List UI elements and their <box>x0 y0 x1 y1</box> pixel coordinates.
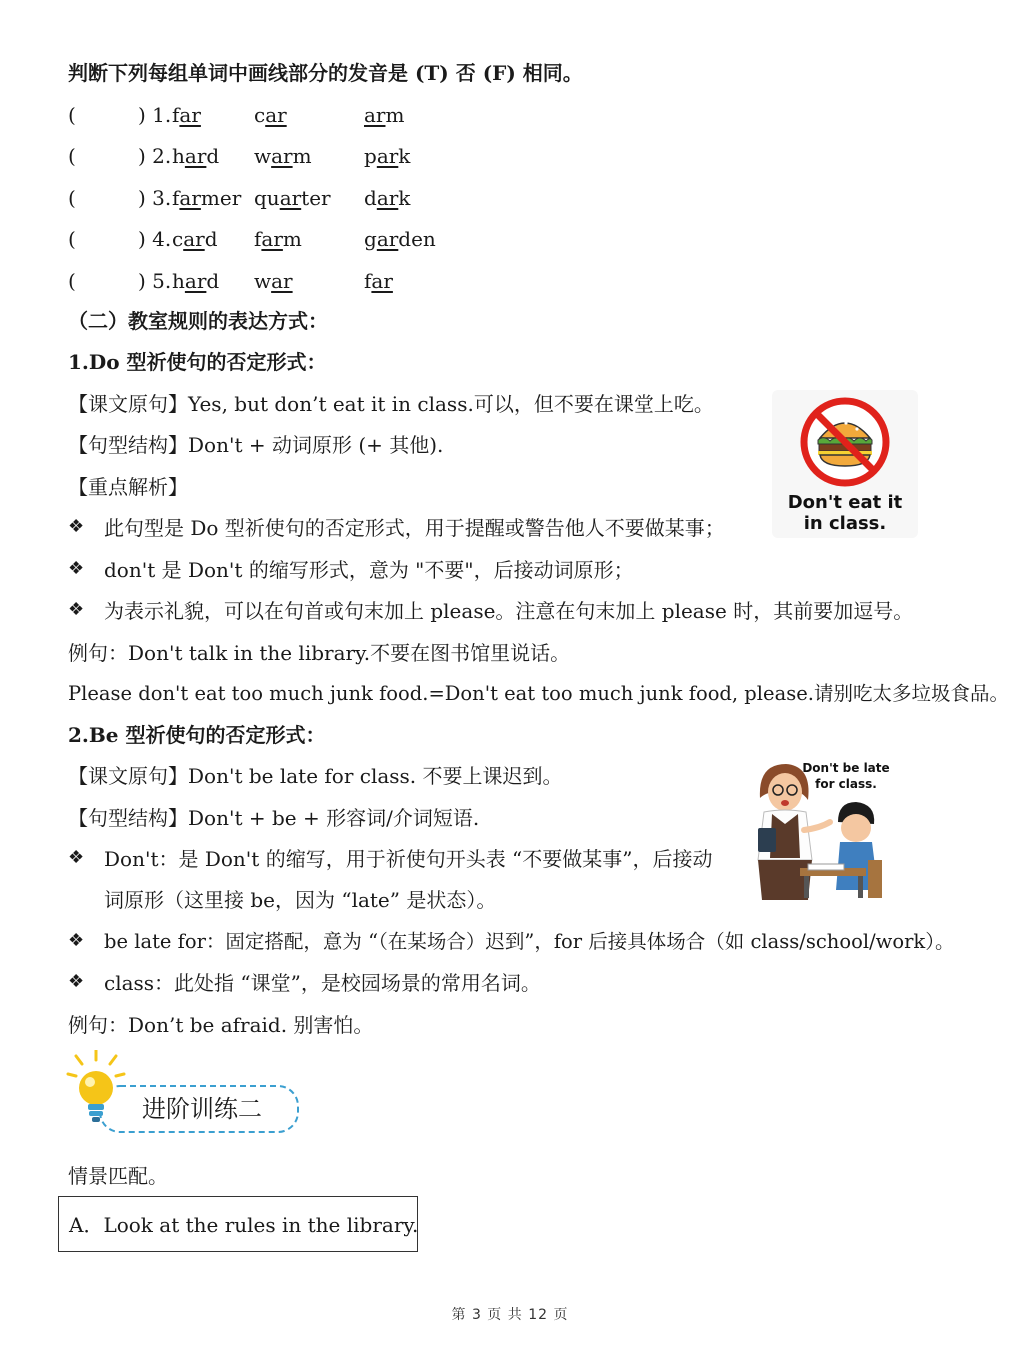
underlined-letters: ar <box>376 227 399 251</box>
underlined-letters: ar <box>279 186 302 210</box>
phonics-word: hard <box>172 269 220 293</box>
illustration-caption-2: for class. <box>815 777 877 791</box>
phonics-word: far <box>172 103 201 127</box>
practice-task: 情景匹配。 <box>68 1164 168 1188</box>
sign-caption-1: Don't eat it <box>787 492 903 513</box>
be-point-2: be late for：固定搭配，意为 “（在某场合）迟到”，for 后接具体场合（如 class/school/work）。 <box>104 930 955 953</box>
bullet-icon: ❖ <box>68 516 85 537</box>
structure-2: 【句型结构】Don't + be + 形容词/介词短语. <box>68 806 480 830</box>
underlined-letters: ar <box>376 186 399 210</box>
phonics-word: quarter <box>254 186 331 210</box>
original-sentence-1: 【课文原句】Yes, but don’t eat it in class.可以，但不要在课堂上吃。 <box>68 392 714 416</box>
phonics-word: war <box>254 269 293 293</box>
subsection-title-do: 1.Do 型祈使句的否定形式： <box>68 350 327 374</box>
analysis-point-1: 此句型是 Do 型祈使句的否定形式，用于提醒或警告他人不要做某事； <box>104 516 725 540</box>
bullet-icon: ❖ <box>68 599 85 620</box>
badge-title: 进阶训练二 <box>142 1095 262 1123</box>
illustration-caption-1: Don't be late <box>802 761 890 775</box>
option-box-a <box>58 1196 418 1252</box>
underlined-letters: ar <box>179 103 201 127</box>
underlined-letters: ar <box>376 144 399 168</box>
underlined-letters: ar <box>179 186 201 210</box>
analysis-point-3: 为表示礼貌，可以在句首或句末加上 please。注意在句末加上 please 时，其前要加逗号。 <box>104 599 914 623</box>
be-point-3: class：此处指 “课堂”，是校园场景的常用名词。 <box>104 971 541 995</box>
item-number: ) 1. <box>138 103 172 127</box>
be-point-1b: 词原形（这里接 be，因为 “late” 是状态）。 <box>104 888 497 912</box>
item-number: ) 4. <box>138 227 172 251</box>
section-title: （二）教室规则的表达方式： <box>68 309 328 333</box>
bullet-icon: ❖ <box>68 930 85 951</box>
bullet-icon: ❖ <box>68 971 85 992</box>
phonics-word: warm <box>254 144 312 168</box>
underlined-letters: ar <box>261 227 283 251</box>
underlined-letters: ar <box>271 269 293 293</box>
answer-paren[interactable]: ( <box>68 269 76 293</box>
answer-paren[interactable]: ( <box>68 103 76 127</box>
phonics-word: farmer <box>172 186 242 210</box>
original-sentence-2: 【课文原句】Don't be late for class. 不要上课迟到。 <box>68 764 563 788</box>
item-number: ) 3. <box>138 186 172 210</box>
phonics-word: garden <box>364 227 436 251</box>
underlined-letters: ar <box>265 103 287 127</box>
underlined-letters: ar <box>184 144 207 168</box>
example-2: Please don't eat too much junk food.=Don't eat too much junk food, please.请别吃太多垃圾食品。 <box>68 682 1009 705</box>
example-3: 例句：Don’t be afraid. 别害怕。 <box>68 1013 374 1037</box>
phonics-word: park <box>364 144 411 168</box>
underlined-letters: ar <box>184 269 207 293</box>
underlined-letters: ar <box>371 269 393 293</box>
item-number: ) 5. <box>138 269 172 293</box>
option-a-text: A．Look at the rules in the library. <box>69 1213 419 1237</box>
answer-paren[interactable]: ( <box>68 186 76 210</box>
item-number: ) 2. <box>138 144 172 168</box>
phonics-word: dark <box>364 186 411 210</box>
answer-paren[interactable]: ( <box>68 227 76 251</box>
be-point-1a: Don't：是 Don't 的缩写，用于祈使句开头表 “不要做某事”，后接动 <box>104 847 713 871</box>
bullet-icon: ❖ <box>68 847 85 868</box>
analysis-point-2: don't 是 Don't 的缩写形式，意为 "不要"，后接动词原形； <box>104 558 634 582</box>
structure-1: 【句型结构】Don't + 动词原形 (+ 其他). <box>68 433 444 457</box>
no-eating-illustration <box>772 390 918 538</box>
page-footer: 第 3 页 共 12 页 <box>451 1307 569 1323</box>
analysis-heading: 【重点解析】 <box>68 475 188 499</box>
bullet-icon: ❖ <box>68 558 85 579</box>
phonics-word: hard <box>172 144 220 168</box>
sign-caption-2: in class. <box>803 513 887 534</box>
example-1: 例句：Don't talk in the library.不要在图书馆里说话。 <box>68 641 571 665</box>
phonics-word: car <box>254 103 287 127</box>
late-for-class-illustration <box>742 750 892 902</box>
practice-badge <box>66 1050 306 1140</box>
instruction-text: 判断下列每组单词中画线部分的发音是 (T) 否 (F) 相同。 <box>68 61 583 85</box>
phonics-word: card <box>172 227 218 251</box>
phonics-word: farm <box>254 227 302 251</box>
phonics-word: arm <box>364 103 405 127</box>
subsection-title-be: 2.Be 型祈使句的否定形式： <box>68 723 326 747</box>
underlined-letters: ar <box>183 227 205 251</box>
underlined-letters: ar <box>271 144 293 168</box>
answer-paren[interactable]: ( <box>68 144 76 168</box>
phonics-word: far <box>364 269 393 293</box>
underlined-letters: ar <box>364 103 386 127</box>
